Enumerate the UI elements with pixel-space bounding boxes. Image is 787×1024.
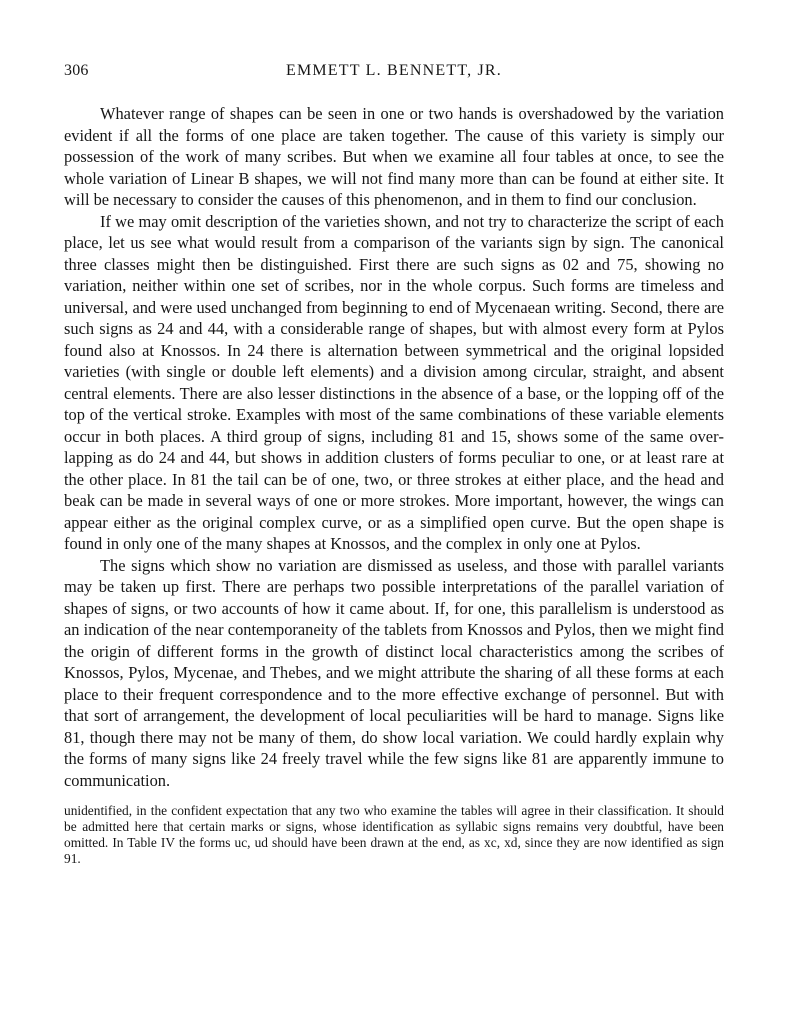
footnote xyxy=(64,803,724,867)
page xyxy=(64,62,724,867)
footnote-text: unidentified, in the confident expectation that any two who examine the tables will agree in their classification. It should be admitted here that certain marks or signs, whose identification as syllabic signs remains very doubtful, have been omitted. In Table IV the forms uc, ud should have been drawn at the end, as xc, xd, since they are now identified as sign 91. xyxy=(64,803,724,866)
paragraph: If we may omit description of the varieties shown, and not try to characterize the script of each place, let us see what would result from a comparison of the variants sign by sign. The canonical three classes might then be distinguished. First there are such signs as 02 and 75, showing no variation, neither within one set of scribes, nor in the whole corpus. Such forms are timeless and universal, and were used unchanged from beginning to end of Mycenaean writing. Second, there are such signs as 24 and 44, with a considerable range of shapes, but with almost every form at Pylos found also at Knossos. In 24 there is alternation between symmetrical and the original lopsided varieties (with single or double left elements) and a division among circular, straight, and absent central elements. There are also lesser distinctions in the absence of a base, or the lopping off of the top of the vertical stroke. Examples with most of the same combinations of these variable elements occur in both places. A third group of signs, including 81 and 15, shows some of the same overlapping as do 24 and 44, but shows in addition clusters of forms peculiar to one, or at least rare at the other place. In 81 the tail can be of one, two, or three strokes at either place, and the head and beak can be made in several ways of one or more strokes. More important, however, the wings can appear either as the original complex curve, or as a simplified open curve. But the open shape is found in only one of the many shapes at Knossos, and the complex in only one at Pylos. xyxy=(64,211,724,553)
paragraph: Whatever range of shapes can be seen in one or two hands is overshadowed by the variation evident if all the forms of one place are taken together. The cause of this variety is simply our possession of the work of many scribes. But when we examine all four tables at once, to see the whole variation of Linear B shapes, we will not find many more than can be found at either site. It will be necessary to consider the causes of this phenomenon, and in them to find our conclusion. xyxy=(64,104,724,209)
paragraph: The signs which show no variation are dismissed as useless, and those with parallel variants may be taken up first. There are perhaps two possible interpretations of the parallel variation of shapes of signs, or two accounts of how it came about. If, for one, this parallelism is understood as an indication of the near contemporaneity of the tablets from Knossos and Pylos, then we might find the origin of different forms in the growth of distinct local characteristics among the scribes of Knossos, Pylos, Mycenae, and Thebes, and we might attribute the sharing of all these forms at each place to their frequent correspondence and to the more effective exchange of personnel. But with that sort of arrangement, the development of local peculiarities will be hard to manage. Signs like 81, though there may not be many of them, do show local variation. We could hardly explain why the forms of many signs like 24 freely travel while the few signs like 81 are apparently immune to communication. xyxy=(64,555,724,790)
body-text xyxy=(64,103,724,791)
page-number: 306 xyxy=(64,62,89,79)
running-head: EMMETT L. BENNETT, JR. xyxy=(285,62,503,79)
page-header xyxy=(64,62,724,84)
